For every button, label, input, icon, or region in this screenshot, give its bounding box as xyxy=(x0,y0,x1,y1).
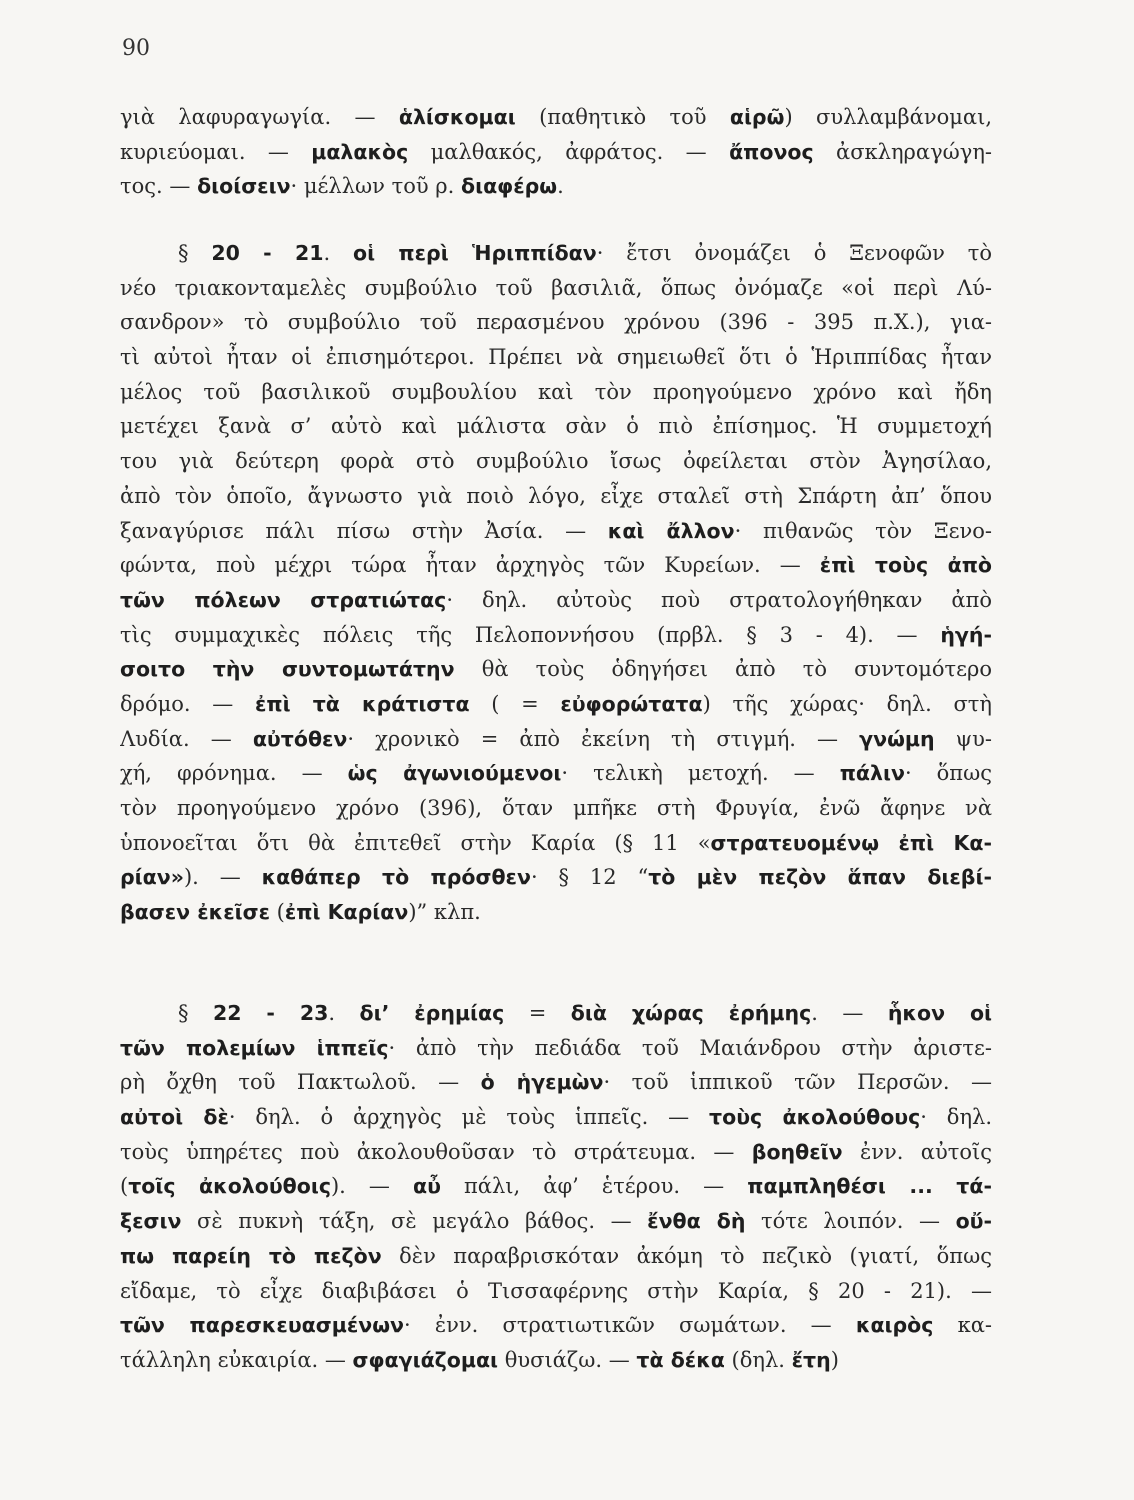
commentary-text: · ἔτσι ὀνομάζει ὁ Ξενοφῶν τὸ xyxy=(596,241,992,265)
lemma-term: οἱ περὶ Ἡριππίδαν xyxy=(353,241,597,265)
commentary-text: κα- xyxy=(933,1313,992,1338)
page-number: 90 xyxy=(122,36,150,61)
lemma-term: αὐτοὶ δὲ xyxy=(120,1105,229,1130)
text-line xyxy=(120,583,992,618)
commentary-text: . xyxy=(557,174,564,199)
lemma-term: ἁλίσκομαι xyxy=(398,105,516,129)
text-line xyxy=(120,1274,992,1309)
commentary-text: εἴδαμε, τὸ εἶχε διαβιβάσει ὁ Τισσαφέρνης στὴν Καρία, § 20 - 21). — xyxy=(120,1278,992,1303)
commentary-text: κυριεύομαι. — xyxy=(120,139,312,164)
commentary-text: ( xyxy=(120,1174,129,1199)
commentary-text: φώντα, ποὺ μέχρι τώρα ἦταν ἀρχηγὸς τῶν Κυρείων. — xyxy=(120,553,820,578)
lemma-term: εὐφορώτατα xyxy=(560,691,703,716)
commentary-text: δὲν παραβρισκόταν ἀκόμη τὸ πεζικὸ (γιατί, ὅπως xyxy=(381,1243,992,1268)
lemma-term: ἧκον οἱ xyxy=(887,1001,992,1025)
lemma-term: τῶν πόλεων στρατιώτας xyxy=(120,587,447,612)
lemma-term: μαλακὸς xyxy=(311,139,409,164)
text-line xyxy=(120,135,992,170)
commentary-text: · ἀπὸ τὴν πεδιάδα τοῦ Μαιάνδρου στὴν ἀριστε- xyxy=(388,1035,992,1060)
text-line xyxy=(120,1343,992,1378)
commentary-text: · τοῦ ἱππικοῦ τῶν Περσῶν. — xyxy=(603,1070,992,1095)
commentary-text: · δηλ. αὐτοὺς ποὺ στρατολογήθηκαν ἀπὸ xyxy=(446,587,992,612)
commentary-text: . xyxy=(328,1001,360,1025)
commentary-text: · τελικὴ μετοχή. — xyxy=(561,761,840,786)
commentary-text: τότε λοιπόν. — xyxy=(745,1209,956,1234)
commentary-text: ρὴ ὄχθη τοῦ Πακτωλοῦ. — xyxy=(120,1070,481,1095)
lemma-term: στρατευομένῳ ἐπὶ Κα- xyxy=(710,830,992,855)
text-line xyxy=(120,618,992,653)
lemma-term: ἐπὶ τοὺς ἀπὸ xyxy=(819,553,992,578)
text-line xyxy=(120,687,992,722)
commentary-text: τὸν προηγούμενο χρόνο (396), ὅταν μπῆκε στὴ Φρυγία, ἐνῶ ἄφηνε νὰ xyxy=(120,796,992,820)
text-line xyxy=(120,1135,992,1170)
commentary-text: § xyxy=(178,241,212,265)
text-line xyxy=(120,895,992,930)
commentary-text: · χρονικὸ = ἀπὸ ἐκείνη τὴ στιγμή. — xyxy=(347,726,860,751)
lemma-term: δι’ ἐρημίας xyxy=(359,1001,505,1025)
commentary-text: τὶς συμμαχικὲς πόλεις τῆς Πελοποννήσου (πρβλ. § 3 - 4). — xyxy=(120,622,941,647)
commentary-text: · ἐνν. στρατιωτικῶν σωμάτων. — xyxy=(403,1313,856,1338)
commentary-text: σανδρον» τὸ συμβούλιο τοῦ περασμένου χρόνου (396 - 395 π.Χ.), για- xyxy=(120,310,992,335)
commentary-text: τάλληλη εὐκαιρία. — xyxy=(120,1347,353,1372)
lemma-term: τοῖς ἀκολούθοις xyxy=(128,1174,331,1199)
commentary-text: = xyxy=(504,1001,571,1025)
paragraph-section-22-23 xyxy=(120,996,992,1378)
text-line xyxy=(120,996,992,1031)
lemma-term: βοηθεῖν xyxy=(751,1139,843,1164)
text-line xyxy=(120,375,992,410)
text-line xyxy=(120,1100,992,1135)
lemma-term: τῶν πολεμίων ἱππεῖς xyxy=(120,1035,389,1060)
commentary-text: ( xyxy=(270,900,285,925)
commentary-text: χή, φρόνημα. — xyxy=(120,761,348,786)
text-line xyxy=(120,756,992,791)
commentary-text: . — xyxy=(811,1001,888,1025)
lemma-term: ἄπονος xyxy=(729,139,814,164)
text-line xyxy=(120,236,992,271)
paragraph-commentary-intro xyxy=(120,100,992,204)
lemma-term: ἡγή- xyxy=(940,622,992,647)
lemma-term: αὖ xyxy=(413,1174,441,1199)
commentary-text: θυσιάζω. — xyxy=(498,1347,637,1372)
lemma-term: σφαγιάζομαι xyxy=(352,1347,499,1372)
commentary-text: ξαναγύρισε πάλι πίσω στὴν Ἀσία. — xyxy=(120,518,608,543)
text-line xyxy=(120,722,992,757)
lemma-term: διὰ χώρας ἐρήμης xyxy=(570,1001,812,1025)
text-line xyxy=(120,514,992,549)
text-line xyxy=(120,1031,992,1066)
lemma-term: σοιτο τὴν συντομωτάτην xyxy=(120,657,455,682)
lemma-term: διαφέρω xyxy=(461,174,558,199)
commentary-text: (δηλ. xyxy=(724,1347,792,1372)
text-line xyxy=(120,1239,992,1274)
commentary-text: ( = xyxy=(469,691,561,716)
text-line xyxy=(120,409,992,444)
commentary-text: του γιὰ δεύτερη φορὰ στὸ συμβούλιο ἴσως ὀφείλεται στὸν Ἀγησίλαο, xyxy=(120,449,992,474)
lemma-term: βασεν ἐκεῖσε xyxy=(120,900,270,925)
lemma-term: ρίαν» xyxy=(120,865,184,890)
text-line xyxy=(120,860,992,895)
lemma-term: καιρὸς xyxy=(855,1313,934,1338)
commentary-text: ἐνν. αὐτοῖς xyxy=(842,1139,992,1164)
commentary-text: ) xyxy=(830,1347,839,1372)
text-line xyxy=(120,169,992,204)
commentary-text: πάλι, ἀφ’ ἑτέρου. — xyxy=(440,1174,748,1199)
lemma-term: ὁ ἡγεμὼν xyxy=(480,1070,604,1095)
text-line xyxy=(120,479,992,514)
commentary-text: ) τῆς χώρας· δηλ. στὴ xyxy=(702,691,992,716)
commentary-text: . xyxy=(323,241,354,265)
text-line xyxy=(120,444,992,479)
text-line xyxy=(120,305,992,340)
commentary-text: ἀσκληραγώγη- xyxy=(813,139,992,164)
lemma-term: γνώμη xyxy=(859,726,935,751)
lemma-term: οὔ- xyxy=(955,1209,992,1234)
lemma-term: ὡς ἀγωνιούμενοι xyxy=(347,761,562,786)
lemma-term: ξεσιν xyxy=(120,1209,182,1234)
commentary-text: · § 12 “ xyxy=(530,865,649,890)
text-line xyxy=(120,1169,992,1204)
lemma-term: τῶν παρεσκευασμένων xyxy=(120,1313,404,1338)
commentary-text: · ὅπως xyxy=(904,761,992,786)
commentary-text: ψυ- xyxy=(934,726,992,751)
text-line xyxy=(120,1065,992,1100)
text-line xyxy=(120,340,992,375)
paragraph-section-20-21 xyxy=(120,236,992,930)
commentary-text: μαλθακός, ἀφράτος. — xyxy=(408,139,730,164)
commentary-text: (παθητικὸ τοῦ xyxy=(515,105,730,129)
lemma-term: 20 - 21 xyxy=(211,241,324,265)
commentary-text: )” κλπ. xyxy=(408,900,481,925)
lemma-term: 22 - 23 xyxy=(212,1001,329,1025)
lemma-term: τὸ μὲν πεζὸν ἅπαν διεβί- xyxy=(648,865,992,890)
lemma-term: ἔτη xyxy=(791,1347,831,1372)
text-line xyxy=(120,1308,992,1343)
commentary-text: · πιθανῶς τὸν Ξενο- xyxy=(734,518,992,543)
lemma-term: ἐπὶ Καρίαν xyxy=(284,900,409,925)
lemma-term: παμπληθέσι ... τά- xyxy=(747,1174,992,1199)
text-line xyxy=(120,100,992,135)
commentary-text: ἀπὸ τὸν ὁποῖο, ἄγνωστο γιὰ ποιὸ λόγο, εἶχε σταλεῖ στὴ Σπάρτη ἀπ’ ὅπου xyxy=(120,483,992,508)
lemma-term: καὶ ἄλλον xyxy=(607,518,735,543)
commentary-text: ὑπονοεῖται ὅτι θὰ ἐπιτεθεῖ στὴν Καρία (§ 11 « xyxy=(120,830,711,855)
commentary-text: τοὺς ὑπηρέτες ποὺ ἀκολουθοῦσαν τὸ στράτευμα. — xyxy=(120,1139,752,1164)
text-line xyxy=(120,271,992,306)
commentary-text: γιὰ λαφυραγωγία. — xyxy=(120,105,399,129)
commentary-text: θὰ τοὺς ὁδηγήσει ἀπὸ τὸ συντομότερο xyxy=(454,657,992,682)
commentary-text: ). — xyxy=(183,865,262,890)
text-line xyxy=(120,826,992,861)
commentary-text: σὲ πυκνὴ τάξη, σὲ μεγάλο βάθος. — xyxy=(181,1209,648,1234)
commentary-text: δρόμο. — xyxy=(120,691,255,716)
commentary-text: · δηλ. ὁ ἀρχηγὸς μὲ τοὺς ἱππεῖς. — xyxy=(228,1105,710,1130)
lemma-term: αἱρῶ xyxy=(729,105,785,129)
commentary-text: § xyxy=(178,1001,213,1025)
text-line xyxy=(120,791,992,826)
lemma-term: ἔνθα δὴ xyxy=(647,1209,746,1234)
lemma-term: καθάπερ τὸ πρόσθεν xyxy=(261,865,531,890)
lemma-term: τοὺς ἀκολούθους xyxy=(709,1105,921,1130)
commentary-text: ) συλλαμβάνομαι, xyxy=(784,105,992,129)
lemma-term: ἐπὶ τὰ κράτιστα xyxy=(254,691,470,716)
lemma-term: τὰ δέκα xyxy=(636,1347,725,1372)
commentary-text: · δηλ. xyxy=(920,1105,992,1130)
text-line xyxy=(120,548,992,583)
commentary-text: · μέλλων τοῦ ρ. xyxy=(290,174,462,199)
lemma-term: πάλιν xyxy=(839,761,905,786)
lemma-term: αὐτόθεν xyxy=(252,726,348,751)
commentary-text: μετέχει ξανὰ σ’ αὐτὸ καὶ μάλιστα σὰν ὁ πιὸ ἐπίσημος. Ἡ συμμετοχή xyxy=(120,414,992,439)
text-line xyxy=(120,652,992,687)
commentary-text: τος. — xyxy=(120,174,198,199)
commentary-text: νέο τριακονταμελὲς συμβούλιο τοῦ βασιλιᾶ, ὅπως ὀνόμαζε «οἱ περὶ Λύ- xyxy=(120,275,992,300)
commentary-text: Λυδία. — xyxy=(120,726,253,751)
commentary-text: ). — xyxy=(330,1174,413,1199)
text-line xyxy=(120,1204,992,1239)
lemma-term: διοίσειν xyxy=(197,174,291,199)
commentary-text: τὶ αὐτοὶ ἦταν οἱ ἐπισημότεροι. Πρέπει νὰ σημειωθεῖ ὅτι ὁ Ἡριππίδας ἦταν xyxy=(120,345,992,370)
commentary-text: μέλος τοῦ βασιλικοῦ συμβουλίου καὶ τὸν προηγούμενο χρόνο καὶ ἤδη xyxy=(120,379,992,404)
lemma-term: πω παρείη τὸ πεζὸν xyxy=(120,1243,382,1268)
